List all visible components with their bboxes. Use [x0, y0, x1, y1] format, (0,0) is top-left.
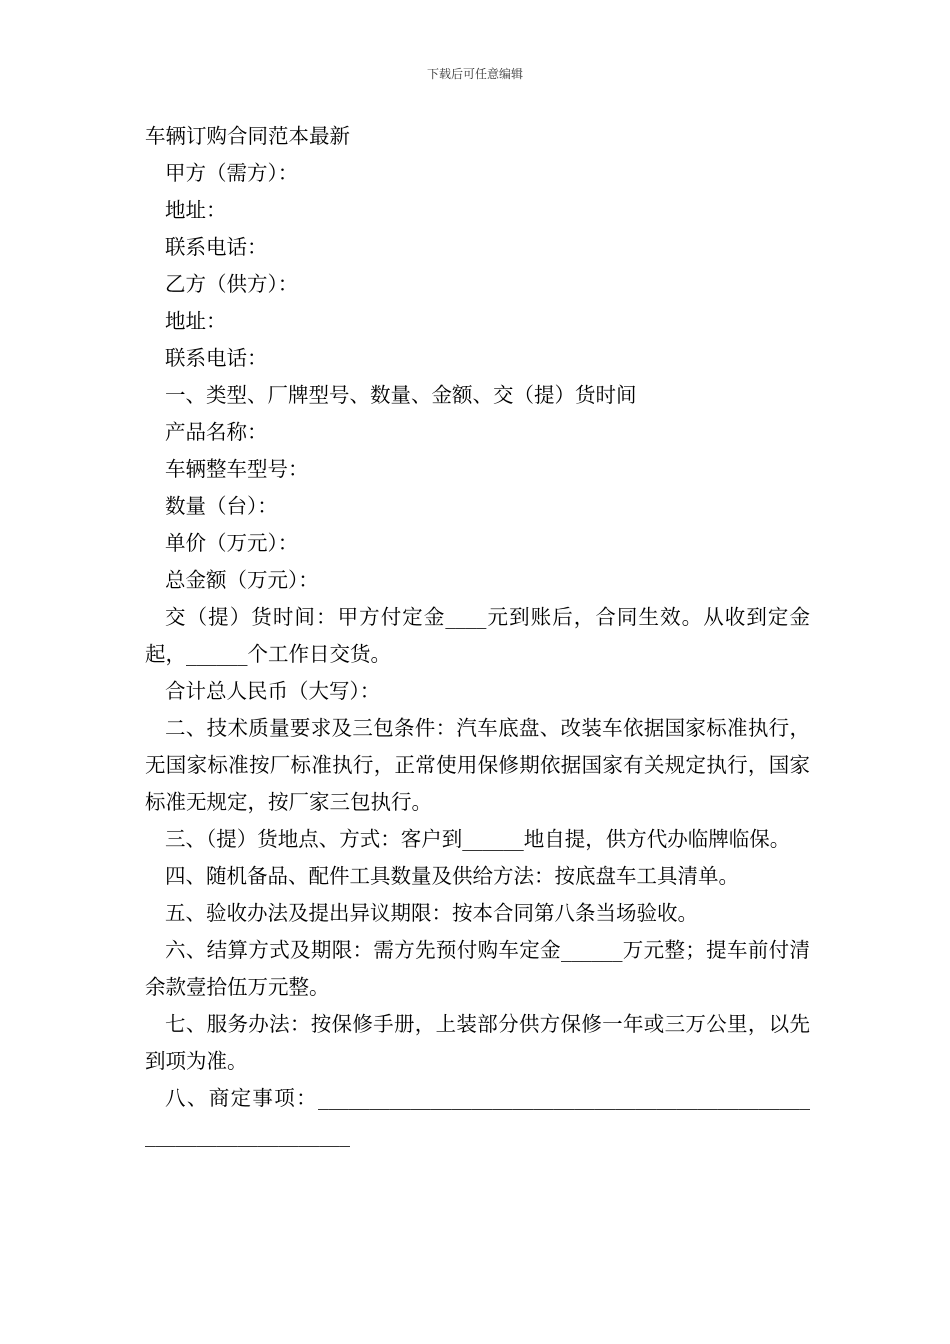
section-6-clause: 六、结算方式及期限：需方先预付购车定金______万元整；提车前付清余款壹拾伍万元整。	[145, 938, 810, 999]
section-1-title: 一、类型、厂牌型号、数量、金额、交（提）货时间	[165, 383, 637, 407]
vehicle-model-field: 车辆整车型号：	[165, 457, 309, 481]
party-a-phone: 联系电话：	[165, 235, 268, 259]
section-5-clause: 五、验收办法及提出异议期限：按本合同第八条当场验收。	[165, 901, 698, 925]
quantity-field: 数量（台）：	[165, 494, 278, 518]
section-3-clause: 三、（提）货地点、方式：客户到______地自提，供方代办临牌临保。	[165, 827, 791, 851]
page-header-note: 下载后可任意编辑	[426, 67, 523, 81]
section-4-clause: 四、随机备品、配件工具数量及供给方法：按底盘车工具清单。	[165, 864, 739, 888]
section-7-clause: 七、服务办法：按保修手册，上装部分供方保修一年或三万公里，以先到项为准。	[145, 1012, 810, 1073]
party-b-address: 地址：	[165, 309, 227, 333]
delivery-time-clause: 交（提）货时间：甲方付定金____元到账后，合同生效。从收到定金起，______个工作日交货。	[145, 605, 810, 666]
document-title: 车辆订购合同范本最新	[145, 124, 350, 148]
section-2-clause: 二、技术质量要求及三包条件：汽车底盘、改装车依据国家标准执行，无国家标准按厂标准执行，正常使用保修期依据国家有关规定执行，国家标准无规定，按厂家三包执行。	[145, 716, 810, 814]
total-rmb-field: 合计总人民币（大写）：	[165, 679, 381, 703]
party-b-label: 乙方（供方）：	[165, 272, 299, 296]
section-8-clause: 八、商定事项：____________________________________________________________________	[145, 1086, 810, 1147]
contract-body	[145, 118, 810, 1154]
party-b-phone: 联系电话：	[165, 346, 268, 370]
party-a-address: 地址：	[165, 198, 227, 222]
total-amount-field: 总金额（万元）：	[165, 568, 319, 592]
product-name-field: 产品名称：	[165, 420, 268, 444]
unit-price-field: 单价（万元）：	[165, 531, 299, 555]
party-a-label: 甲方（需方）：	[165, 161, 299, 185]
